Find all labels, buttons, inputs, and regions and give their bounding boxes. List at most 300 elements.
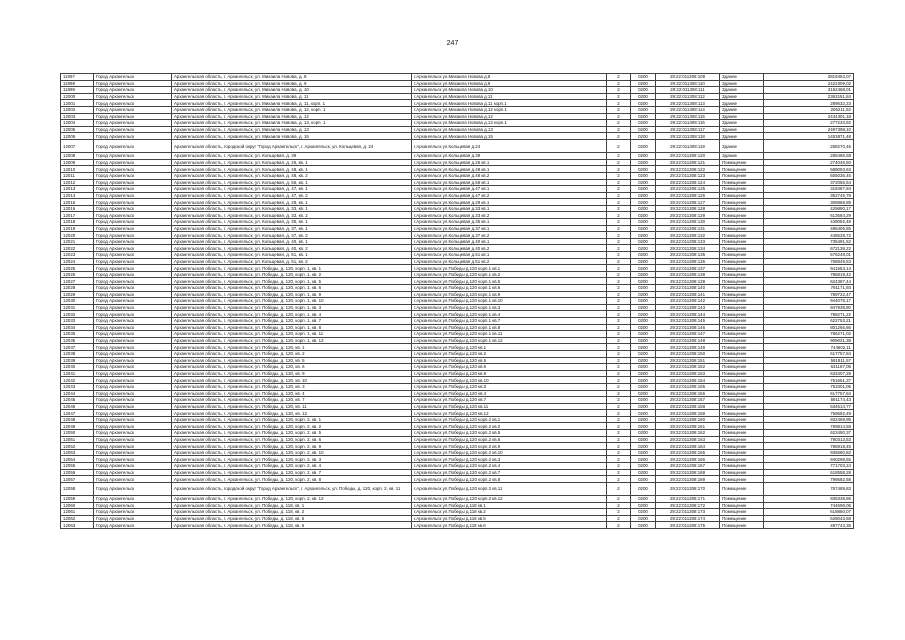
row-cadastral-number: 29:22:011308:161	[656, 423, 720, 430]
row-cadastral-value: 2363151,84	[764, 93, 854, 100]
row-cadastral-value: 2434301,18	[764, 113, 854, 120]
row-short-address: г.Архангельск ул.Кольцевая д.47 кв.2	[412, 192, 607, 199]
row-object-type: Здание	[720, 120, 764, 127]
row-municipality: Город Архангельск	[94, 311, 172, 318]
row-id: 12009	[61, 159, 94, 166]
row-group: 2	[607, 502, 631, 509]
row-group: 2	[607, 159, 631, 166]
row-code: 0200	[631, 377, 656, 384]
row-group: 2	[607, 443, 631, 450]
row-cadastral-number: 29:22:011308:171	[656, 496, 720, 503]
row-code: 0200	[631, 522, 656, 529]
row-object-type: Помещение	[720, 186, 764, 193]
row-short-address: г.Архангельск ул.Победы д.120 корп.2 кв.10	[412, 449, 607, 456]
row-object-type: Помещение	[720, 463, 764, 470]
row-cadastral-value: 289632,23	[764, 100, 854, 107]
row-group: 2	[607, 252, 631, 259]
table-row	[61, 383, 854, 390]
row-address: Архангельская область, г. Архангельск, ул. Победы, д. 118, кв. 1	[172, 502, 412, 509]
row-cadastral-value: 744698,06	[764, 502, 854, 509]
row-municipality: Город Архангельск	[94, 205, 172, 212]
row-cadastral-number: 29:22:011308:116	[656, 120, 720, 127]
row-code: 0200	[631, 74, 656, 81]
row-address: Архангельская область, г. Архангельск, ул. Победы, д. 120, кв. 5	[172, 357, 412, 364]
row-short-address: г.Архангельск ул.Победы д.120 кв.6	[412, 364, 607, 371]
row-group: 2	[607, 139, 631, 152]
row-cadastral-number: 29:22:011308:141	[656, 291, 720, 298]
row-municipality: Город Архангельск	[94, 219, 172, 226]
row-address: Архангельская область, городской округ "Город Архангельск", г. Архангельск, ул. Кольцевая, д. 24	[172, 139, 412, 152]
row-id: 12034	[61, 324, 94, 331]
row-address: Архангельская область, г. Архангельск, ул. Михаила Новова, д. 12, корп. 1	[172, 106, 412, 113]
row-cadastral-value: 634514,77	[764, 403, 854, 410]
row-municipality: Город Архангельск	[94, 390, 172, 397]
row-id: 12008	[61, 153, 94, 160]
row-id: 12030	[61, 298, 94, 305]
row-cadastral-value: 947838,80	[764, 304, 854, 311]
row-short-address: г.Архангельск ул.Михаила Новова д.10	[412, 87, 607, 94]
row-address: Архангельская область, г. Архангельск, ул. Кольцевая, д. 37, кв. 1	[172, 225, 412, 232]
row-cadastral-value: 791171,93	[764, 285, 854, 292]
row-address: Архангельская область, г. Архангельск, ул. Победы, д. 120, кв. 11	[172, 403, 412, 410]
row-cadastral-number: 29:22:011308:154	[656, 377, 720, 384]
row-group: 2	[607, 397, 631, 404]
row-id: 12005	[61, 126, 94, 133]
row-address: Архангельская область, г. Архангельск, ул. Победы, д. 120, корп. 1, кв. 6	[172, 285, 412, 292]
row-group: 2	[607, 225, 631, 232]
table-row	[61, 496, 854, 503]
row-code: 0200	[631, 153, 656, 160]
row-municipality: Город Архангельск	[94, 423, 172, 430]
page-number: 247	[446, 40, 459, 47]
row-short-address: г.Архангельск ул.Кольцевая д.56 кв.1	[412, 179, 607, 186]
row-code: 0200	[631, 357, 656, 364]
table-row	[61, 397, 854, 404]
row-municipality: Город Архангельск	[94, 377, 172, 384]
row-short-address: г.Архангельск ул.Победы д.120 корп.1 кв.8	[412, 324, 607, 331]
row-cadastral-value: 206211,52	[764, 106, 854, 113]
row-code: 0200	[631, 278, 656, 285]
table-row	[61, 298, 854, 305]
row-group: 2	[607, 350, 631, 357]
row-id: 12015	[61, 199, 94, 206]
row-code: 0200	[631, 416, 656, 423]
row-group: 2	[607, 126, 631, 133]
row-cadastral-number: 29:22:011308:109	[656, 74, 720, 81]
row-group: 2	[607, 331, 631, 338]
row-id: 12012	[61, 179, 94, 186]
table-row	[61, 337, 854, 344]
row-short-address: г.Архангельск ул.Победы д.120 корп.2 кв.12	[412, 496, 607, 503]
row-cadastral-value: 672138,22	[764, 245, 854, 252]
row-address: Архангельская область, г. Архангельск, ул. Победы, д. 120, корп. 2, кв. 10	[172, 449, 412, 456]
row-code: 0200	[631, 265, 656, 272]
row-code: 0200	[631, 370, 656, 377]
row-id: 12007	[61, 139, 94, 152]
row-id: 12061	[61, 509, 94, 516]
row-short-address: г.Архангельск ул.Кольцевая д.48 кв.1	[412, 166, 607, 173]
row-short-address: г.Архангельск ул.Победы д.120 кв.4	[412, 390, 607, 397]
row-address: Архангельская область, г. Архангельск, ул. Победы, д. 120, кв. 4	[172, 390, 412, 397]
row-group: 2	[607, 416, 631, 423]
row-municipality: Город Архангельск	[94, 463, 172, 470]
row-code: 0200	[631, 159, 656, 166]
row-municipality: Город Архангельск	[94, 271, 172, 278]
row-object-type: Помещение	[720, 370, 764, 377]
row-object-type: Помещение	[720, 252, 764, 259]
row-group: 2	[607, 370, 631, 377]
row-cadastral-number: 29:22:011308:120	[656, 153, 720, 160]
row-cadastral-number: 29:22:011308:145	[656, 317, 720, 324]
row-municipality: Город Архангельск	[94, 364, 172, 371]
row-cadastral-number: 29:22:011308:175	[656, 522, 720, 529]
table-row	[61, 403, 854, 410]
row-address: Архангельская область, г. Архангельск, ул. Победы, д. 120, корп. 2, кв. 3	[172, 456, 412, 463]
table-row	[61, 153, 854, 160]
row-address: Архангельская область, г. Архангельск, ул. Кольцевая, д. 29, кв. 1	[172, 199, 412, 206]
row-address: Архангельская область, г. Архангельск, ул. Михаила Новова, д. 15	[172, 133, 412, 140]
row-object-type: Помещение	[720, 383, 764, 390]
row-address: Архангельская область, г. Архангельск, ул. Кольцевая, д. 35, кв. 1	[172, 219, 412, 226]
row-address: Архангельская область, г. Архангельск, ул. Кольцевая, д. 33, кв. 1	[172, 205, 412, 212]
row-address: Архангельская область, г. Архангельск, ул. Победы, д. 120, корп. 1, кв. 12	[172, 337, 412, 344]
row-group: 2	[607, 456, 631, 463]
row-object-type: Помещение	[720, 430, 764, 437]
row-group: 2	[607, 430, 631, 437]
row-group: 2	[607, 482, 631, 495]
table-row	[61, 238, 854, 245]
row-short-address: г.Архангельск ул.Кольцевая д.35 кв.1	[412, 219, 607, 226]
row-municipality: Город Архангельск	[94, 159, 172, 166]
row-municipality: Город Архангельск	[94, 403, 172, 410]
row-cadastral-value: 786271,02	[764, 331, 854, 338]
row-municipality: Город Архангельск	[94, 298, 172, 305]
row-object-type: Помещение	[720, 179, 764, 186]
row-municipality: Город Архангельск	[94, 166, 172, 173]
table-row	[61, 456, 854, 463]
row-address: Архангельская область, г. Архангельск, ул. Кольцевая, д. 47, кв. 1	[172, 186, 412, 193]
row-cadastral-value: 308868,89	[764, 199, 854, 206]
row-id: 12044	[61, 390, 94, 397]
row-short-address: г.Архангельск ул.Кольцевая д.33 кв.1	[412, 205, 607, 212]
row-short-address: г.Архангельск ул.Кольцевая д.33 кв.2	[412, 212, 607, 219]
row-object-type: Здание	[720, 100, 764, 107]
row-object-type: Помещение	[720, 403, 764, 410]
row-municipality: Город Архангельск	[94, 476, 172, 483]
row-id: 12017	[61, 212, 94, 219]
row-address: Архангельская область, г. Архангельск, ул. Победы, д. 120, корп. 1, кв. 4	[172, 311, 412, 318]
row-short-address: г.Архангельск ул.Победы д.118 кв.5	[412, 515, 607, 522]
table-row	[61, 199, 854, 206]
row-code: 0200	[631, 311, 656, 318]
row-cadastral-value: 771703,24	[764, 463, 854, 470]
row-cadastral-number: 29:22:011308:158	[656, 403, 720, 410]
row-cadastral-value: 769692,49	[764, 410, 854, 417]
row-cadastral-value: 485406,55	[764, 225, 854, 232]
row-cadastral-number: 29:22:011308:135	[656, 252, 720, 259]
row-short-address: г.Архангельск ул.Победы д.120 кв.2	[412, 350, 607, 357]
row-cadastral-number: 29:22:011308:173	[656, 509, 720, 516]
table-row	[61, 291, 854, 298]
row-code: 0200	[631, 113, 656, 120]
table-row	[61, 430, 854, 437]
row-group: 2	[607, 317, 631, 324]
table-row	[61, 120, 854, 127]
row-cadastral-value: 277233,92	[764, 120, 854, 127]
row-cadastral-value: 735491,52	[764, 238, 854, 245]
row-object-type: Помещение	[720, 496, 764, 503]
row-object-type: Помещение	[720, 324, 764, 331]
row-object-type: Помещение	[720, 350, 764, 357]
row-cadastral-value: 372055,54	[764, 179, 854, 186]
row-short-address: г.Архангельск ул.Победы д.120 корп.2 кв.4	[412, 463, 607, 470]
row-address: Архангельская область, г. Архангельск, ул. Михаила Новова, д. 11	[172, 93, 412, 100]
row-object-type: Помещение	[720, 238, 764, 245]
row-id: 12025	[61, 265, 94, 272]
table-row	[61, 186, 854, 193]
row-id: 12039	[61, 357, 94, 364]
row-group: 2	[607, 403, 631, 410]
row-object-type: Здание	[720, 139, 764, 152]
table-row	[61, 106, 854, 113]
row-object-type: Помещение	[720, 522, 764, 529]
row-municipality: Город Архангельск	[94, 258, 172, 265]
row-cadastral-number: 29:22:011308:162	[656, 430, 720, 437]
row-group: 2	[607, 324, 631, 331]
row-group: 2	[607, 298, 631, 305]
row-municipality: Город Архангельск	[94, 482, 172, 495]
row-cadastral-number: 29:22:011308:123	[656, 172, 720, 179]
row-code: 0200	[631, 133, 656, 140]
row-code: 0200	[631, 172, 656, 179]
row-object-type: Помещение	[720, 416, 764, 423]
row-id: 12056	[61, 469, 94, 476]
row-id: 12047	[61, 410, 94, 417]
row-group: 2	[607, 172, 631, 179]
table-row	[61, 93, 854, 100]
row-code: 0200	[631, 469, 656, 476]
row-municipality: Город Архангельск	[94, 100, 172, 107]
row-code: 0200	[631, 304, 656, 311]
row-address: Архангельская область, г. Архангельск, ул. Победы, д. 120, корп. 1, кв. 2	[172, 271, 412, 278]
row-cadastral-number: 29:22:011308:155	[656, 383, 720, 390]
row-short-address: г.Архангельск ул.Победы д.120 корп.2 кв.2	[412, 423, 607, 430]
row-address: Архангельская область, г. Архангельск, ул. Победы, д. 120, корп. 2, кв. 5	[172, 430, 412, 437]
row-object-type: Помещение	[720, 199, 764, 206]
table-row	[61, 317, 854, 324]
row-cadastral-number: 29:22:011308:164	[656, 443, 720, 450]
row-address: Архангельская область, г. Архангельск, ул. Победы, д. 120, корп. 2, кв. 2	[172, 423, 412, 430]
table-row	[61, 416, 854, 423]
row-id: 12043	[61, 383, 94, 390]
table-row	[61, 278, 854, 285]
row-municipality: Город Архангельск	[94, 397, 172, 404]
row-municipality: Город Архангельск	[94, 522, 172, 529]
row-address: Архангельская область, г. Архангельск, ул. Победы, д. 120, корп. 1, кв. 8	[172, 324, 412, 331]
row-object-type: Помещение	[720, 449, 764, 456]
row-cadastral-number: 29:22:011308:118	[656, 133, 720, 140]
row-id: 12002	[61, 106, 94, 113]
row-group: 2	[607, 100, 631, 107]
row-municipality: Город Архангельск	[94, 179, 172, 186]
table-row	[61, 331, 854, 338]
row-cadastral-number: 29:22:011308:172	[656, 502, 720, 509]
row-code: 0200	[631, 423, 656, 430]
row-address: Архангельская область, г. Архангельск, ул. Кольцевая, д. 40, кв. 1	[172, 238, 412, 245]
row-id: 12026	[61, 271, 94, 278]
row-code: 0200	[631, 317, 656, 324]
row-municipality: Город Архангельск	[94, 252, 172, 259]
row-short-address: г.Архангельск ул.Кольцевая д.40 кв.1	[412, 238, 607, 245]
row-code: 0200	[631, 93, 656, 100]
row-municipality: Город Архангельск	[94, 238, 172, 245]
table-row	[61, 126, 854, 133]
row-municipality: Город Архангельск	[94, 172, 172, 179]
row-cadastral-value: 790313,53	[764, 436, 854, 443]
row-cadastral-value: 617757,84	[764, 390, 854, 397]
row-code: 0200	[631, 443, 656, 450]
row-municipality: Город Архангельск	[94, 350, 172, 357]
row-address: Архангельская область, г. Архангельск, ул. Победы, д. 118, кв. 2	[172, 509, 412, 516]
row-short-address: г.Архангельск ул.Победы д.120 корп.1 кв.11	[412, 331, 607, 338]
row-code: 0200	[631, 430, 656, 437]
row-object-type: Помещение	[720, 456, 764, 463]
row-address: Архангельская область, г. Архангельск, ул. Победы, д. 120, корп. 1, кв. 7	[172, 317, 412, 324]
row-cadastral-value: 3162468,01	[764, 87, 854, 94]
row-short-address: г.Архангельск ул.Победы д.120 кв.3	[412, 383, 607, 390]
row-cadastral-number: 29:22:011308:137	[656, 265, 720, 272]
row-municipality: Город Архангельск	[94, 265, 172, 272]
row-cadastral-number: 29:22:011308:128	[656, 205, 720, 212]
row-cadastral-value: 628043,58	[764, 515, 854, 522]
row-short-address: г.Архангельск ул.Михаила Новова д.13 корп.1	[412, 120, 607, 127]
row-cadastral-value: 618860,07	[764, 509, 854, 516]
row-address: Архангельская область, г. Архангельск, ул. Михаила Новова, д. 10	[172, 87, 412, 94]
table-row	[61, 205, 854, 212]
row-object-type: Помещение	[720, 469, 764, 476]
row-group: 2	[607, 364, 631, 371]
row-short-address: г.Архангельск ул.Михаила Новова д.8	[412, 74, 607, 81]
row-municipality: Город Архангельск	[94, 344, 172, 351]
row-municipality: Город Архангельск	[94, 113, 172, 120]
row-short-address: г.Архангельск ул.Победы д.118 кв.1	[412, 502, 607, 509]
row-code: 0200	[631, 285, 656, 292]
row-group: 2	[607, 199, 631, 206]
row-municipality: Город Архангельск	[94, 304, 172, 311]
row-short-address: г.Архангельск ул.Кольцевая д.40 кв.2	[412, 245, 607, 252]
row-group: 2	[607, 436, 631, 443]
row-code: 0200	[631, 410, 656, 417]
row-cadastral-number: 29:22:011308:166	[656, 456, 720, 463]
table-row	[61, 133, 854, 140]
row-short-address: г.Архангельск ул.Михаила Новова д.9	[412, 80, 607, 87]
table-row	[61, 515, 854, 522]
row-address: Архангельская область, г. Архангельск, ул. Победы, д. 118, кв. 5	[172, 515, 412, 522]
row-cadastral-number: 29:22:011308:159	[656, 410, 720, 417]
row-cadastral-number: 29:22:011308:122	[656, 166, 720, 173]
row-address: Архангельская область, г. Архангельск, ул. Михаила Новова, д. 13, корп. 1	[172, 120, 412, 127]
row-group: 2	[607, 205, 631, 212]
row-cadastral-value: 753301,05	[764, 383, 854, 390]
row-cadastral-number: 29:22:011308:124	[656, 179, 720, 186]
row-code: 0200	[631, 436, 656, 443]
row-id: 12054	[61, 456, 94, 463]
row-code: 0200	[631, 344, 656, 351]
row-group: 2	[607, 423, 631, 430]
row-address: Архангельская область, г. Архангельск, ул. Победы, д. 120, корп. 1, кв. 9	[172, 291, 412, 298]
row-group: 2	[607, 496, 631, 503]
row-object-type: Помещение	[720, 502, 764, 509]
table-row	[61, 350, 854, 357]
row-object-type: Помещение	[720, 245, 764, 252]
row-group: 2	[607, 390, 631, 397]
row-cadastral-number: 29:22:011308:165	[656, 449, 720, 456]
row-short-address: г.Архангельск ул.Михаила Новова д.12	[412, 113, 607, 120]
row-address: Архангельская область, г. Архангельск, ул. Победы, д. 120, корп. 1, кв. 11	[172, 331, 412, 338]
table-row	[61, 219, 854, 226]
row-address: Архангельская область, г. Архангельск, ул. Михаила Новова, д. 8	[172, 74, 412, 81]
row-cadastral-number: 29:22:011308:117	[656, 126, 720, 133]
row-cadastral-number: 29:22:011308:140	[656, 285, 720, 292]
row-code: 0200	[631, 397, 656, 404]
row-short-address: г.Архангельск ул.Победы д.120 кв.5	[412, 357, 607, 364]
row-group: 2	[607, 245, 631, 252]
row-short-address: г.Архангельск ул.Победы д.120 корп.1 кв.10	[412, 298, 607, 305]
row-address: Архангельская область, г. Архангельск, ул. Кольцевая, д. 48, кв. 1	[172, 166, 412, 173]
row-short-address: г.Архангельск ул.Победы д.120 корп.2 кв.3	[412, 456, 607, 463]
row-cadastral-value: 787489,83	[764, 482, 854, 495]
row-cadastral-number: 29:22:011308:136	[656, 258, 720, 265]
row-cadastral-value: 497743,38	[764, 522, 854, 529]
table-row	[61, 192, 854, 199]
row-group: 2	[607, 212, 631, 219]
table-row	[61, 252, 854, 259]
row-object-type: Помещение	[720, 225, 764, 232]
table-row	[61, 100, 854, 107]
row-id: 12058	[61, 482, 94, 495]
row-code: 0200	[631, 476, 656, 483]
row-short-address: г.Архангельск ул.Кольцевая д.51 кв.1	[412, 252, 607, 259]
row-group: 2	[607, 509, 631, 516]
row-code: 0200	[631, 139, 656, 152]
row-id: 12035	[61, 331, 94, 338]
row-group: 2	[607, 186, 631, 193]
row-id: 12031	[61, 304, 94, 311]
row-cadastral-value: 623450,37	[764, 430, 854, 437]
row-short-address: г.Архангельск ул.Победы д.120 кв.1	[412, 344, 607, 351]
table-row	[61, 344, 854, 351]
row-municipality: Город Архангельск	[94, 186, 172, 193]
row-code: 0200	[631, 403, 656, 410]
table-row	[61, 324, 854, 331]
table-row	[61, 522, 854, 529]
table-row	[61, 370, 854, 377]
row-code: 0200	[631, 87, 656, 94]
row-id: 12063	[61, 522, 94, 529]
row-address: Архангельская область, г. Архангельск, ул. Победы, д. 120, кв. 9	[172, 370, 412, 377]
row-id: 12024	[61, 258, 94, 265]
row-cadastral-number: 29:22:011308:169	[656, 476, 720, 483]
row-municipality: Город Архангельск	[94, 87, 172, 94]
row-short-address: г.Архангельск ул.Победы д.120 кв.7	[412, 397, 607, 404]
row-code: 0200	[631, 515, 656, 522]
row-code: 0200	[631, 120, 656, 127]
row-cadastral-number: 29:22:011308:168	[656, 469, 720, 476]
row-group: 2	[607, 93, 631, 100]
row-id: 12003	[61, 113, 94, 120]
row-cadastral-value: 448528,72	[764, 232, 854, 239]
row-group: 2	[607, 410, 631, 417]
